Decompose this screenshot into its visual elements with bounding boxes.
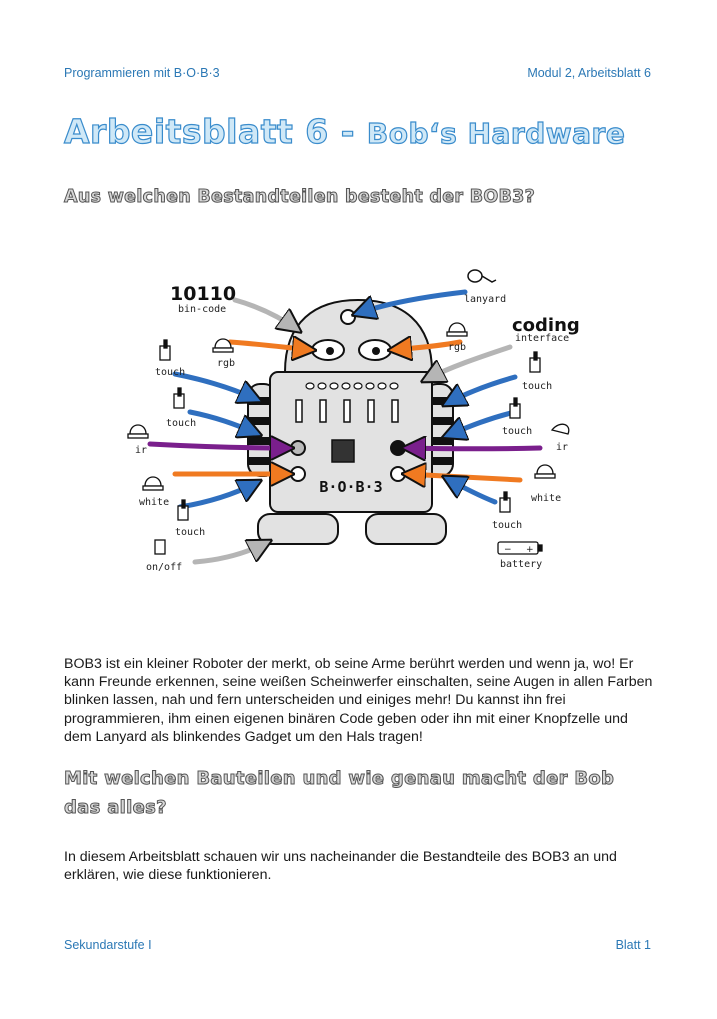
label-touch-r2: touch bbox=[502, 426, 533, 437]
label-rgb-right: rgb bbox=[448, 342, 467, 353]
label-lanyard: lanyard bbox=[464, 294, 507, 305]
onoff-icon bbox=[155, 540, 165, 554]
touch-icon-r2 bbox=[510, 398, 520, 418]
lanyard-icon bbox=[468, 270, 496, 282]
rgb-icon-right bbox=[447, 323, 467, 336]
footer-left: Sekundarstufe I bbox=[64, 938, 152, 952]
arrow-bincode bbox=[235, 300, 298, 330]
label-white-right: white bbox=[531, 493, 562, 504]
paragraph-outline: In diesem Arbeitsblatt schauen wir uns nacheinander die Bestandteile des BOB3 an und erklären, wie diese funktionieren. bbox=[64, 849, 617, 884]
arrow-ir-right bbox=[406, 448, 540, 449]
label-touch-r1: touch bbox=[522, 381, 553, 392]
label-onoff: on/off bbox=[146, 562, 183, 573]
battery-icon bbox=[498, 542, 542, 555]
paragraph-intro: BOB3 ist ein kleiner Roboter der merkt, ob seine Arme berührt werden und wenn ja, wo! Er kann Freunde erkennen, seine weißen Scheinwerfer einschalten, seine Augen in allen Farben blinken lassen, nah und fern unterscheiden und einiges mehr! Du kannst ihn frei programmieren, ihm einen eigenen binären Code geben oder ihn mit einer Knopfzelle und dem Lanyard als blinkendes Gadget um den Hals tragen! bbox=[64, 656, 653, 745]
svg-text:+: + bbox=[526, 545, 534, 555]
label-touch-r3: touch bbox=[492, 520, 523, 531]
touch-icon-r3 bbox=[500, 492, 510, 512]
white-icon-right bbox=[535, 465, 555, 478]
touch-icon-l2 bbox=[174, 388, 184, 408]
footer-right: Blatt 1 bbox=[615, 938, 651, 952]
coding-label: interface bbox=[515, 333, 570, 344]
page-title bbox=[64, 112, 625, 151]
label-battery: battery bbox=[500, 559, 543, 570]
title-sub: Bob‘s Hardware bbox=[366, 117, 626, 150]
arrow-touch-l1 bbox=[175, 374, 258, 400]
arrow-onoff bbox=[195, 542, 268, 562]
section2-heading: Mit welchen Bauteilen und wie genau macht der Bob das alles? bbox=[64, 768, 615, 818]
coding-value: coding bbox=[512, 315, 580, 336]
title-main: Arbeitsblatt 6 - bbox=[64, 112, 367, 151]
header-left: Programmieren mit B·O·B·3 bbox=[64, 66, 220, 80]
bincode-value: 10110 bbox=[170, 283, 237, 305]
bincode-label: bin-code bbox=[178, 304, 227, 315]
header-right: Modul 2, Arbeitsblatt 6 bbox=[527, 66, 651, 80]
svg-text:−: − bbox=[504, 545, 512, 555]
ir-icon-left bbox=[128, 425, 148, 438]
arrow-touch-r3 bbox=[446, 478, 495, 502]
label-white-left: white bbox=[139, 497, 170, 508]
robot-feet bbox=[258, 514, 446, 544]
touch-icon-l1 bbox=[160, 340, 170, 360]
label-ir-right: ir bbox=[556, 442, 569, 453]
robot-name: B·O·B·3 bbox=[319, 478, 383, 496]
label-ir-left: ir bbox=[135, 445, 148, 456]
label-touch-l2: touch bbox=[166, 418, 197, 429]
touch-icon-l3 bbox=[178, 500, 188, 520]
robot-body bbox=[270, 372, 432, 512]
label-rgb-left: rgb bbox=[217, 358, 236, 369]
ir-icon-right bbox=[552, 424, 569, 434]
arrow-touch-r1 bbox=[446, 377, 515, 404]
touch-icon-r1 bbox=[530, 352, 540, 372]
arrow-coding bbox=[425, 347, 510, 380]
label-touch-l3: touch bbox=[175, 527, 206, 538]
bob3-diagram bbox=[120, 262, 600, 582]
arrow-touch-l3 bbox=[180, 482, 258, 507]
section1-heading: Aus welchen Bestandteilen besteht der BOB3? bbox=[64, 187, 536, 207]
label-touch-l1: touch bbox=[155, 367, 186, 378]
white-icon-left bbox=[143, 477, 163, 490]
